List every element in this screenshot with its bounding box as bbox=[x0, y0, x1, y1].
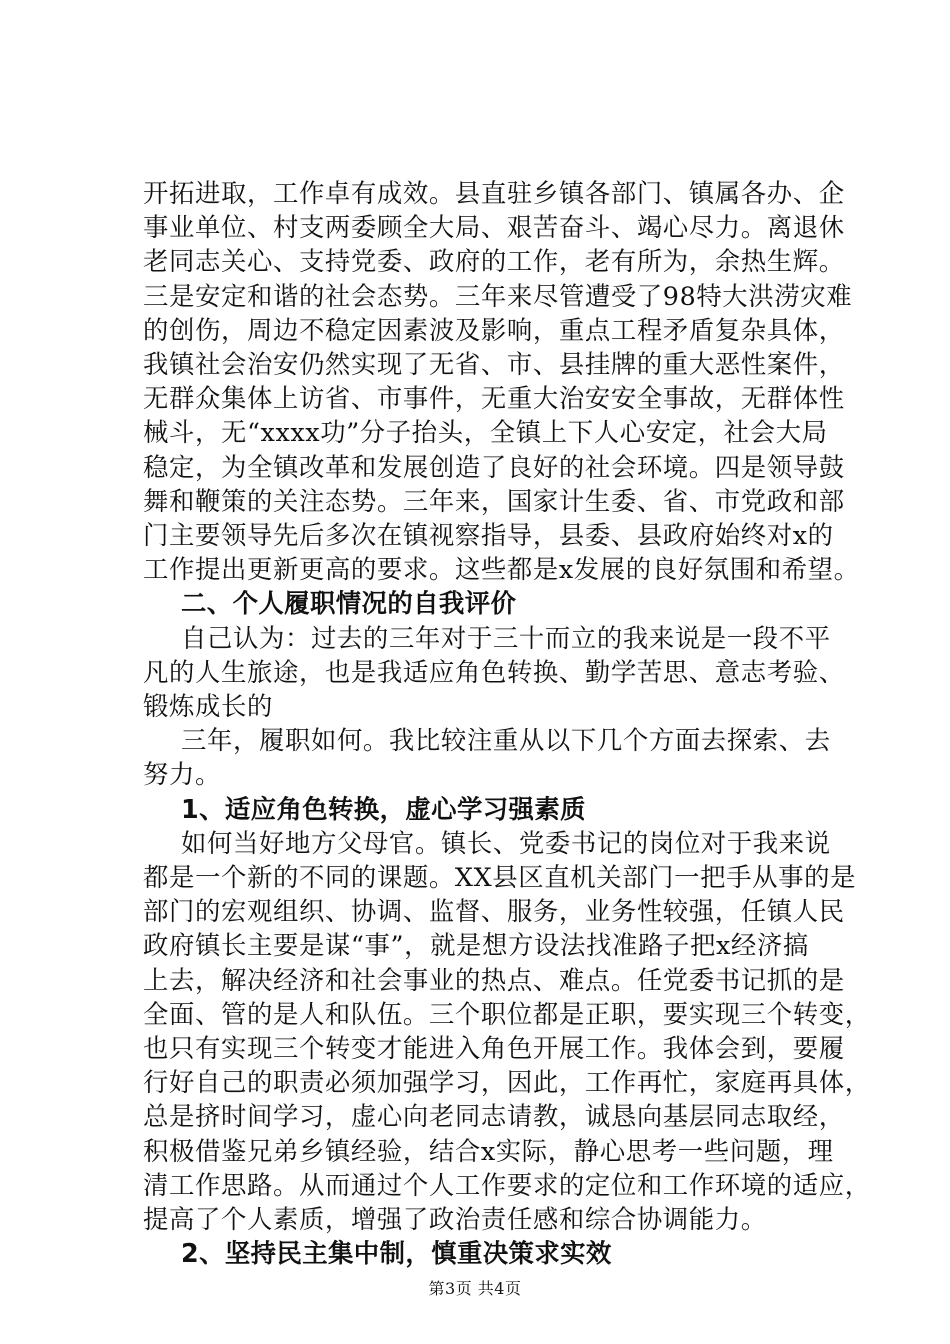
body-text-line: 舞和鞭策的关注态势。三年来，国家计生委、省、市党政和部 bbox=[143, 485, 845, 516]
body-text-line: 总是挤时间学习，虚心向老同志请教，诚恳向基层同志取经， bbox=[143, 1101, 845, 1132]
body-text-line: 积极借鉴兄弟乡镇经验，结合x实际，静心思考一些问题，理 bbox=[143, 1135, 834, 1166]
body-text-line: 上去，解决经济和社会事业的热点、难点。任党委书记抓的是 bbox=[143, 964, 845, 995]
body-text-line: 部门的宏观组织、协调、监督、服务，业务性较强，任镇人民 bbox=[143, 896, 845, 927]
body-text-line: 老同志关心、支持党委、政府的工作，老有所为，余热生辉。 bbox=[143, 246, 845, 277]
body-text-line: 开拓进取，工作卓有成效。县直驻乡镇各部门、镇属各办、企 bbox=[143, 178, 845, 208]
section-heading: 二、个人履职情况的自我评价 bbox=[181, 588, 517, 619]
body-text-line: 事业单位、村支两委顾全大局、艰苦奋斗、竭心尽力。离退休 bbox=[143, 212, 845, 243]
body-text-line: 提高了个人素质，增强了政治责任感和综合协调能力。 bbox=[143, 1204, 767, 1234]
body-text-line: 行好自己的职责必须加强学习，因此，工作再忙，家庭再具体， bbox=[143, 1067, 871, 1098]
body-text-line: 我镇社会治安仍然实现了无省、市、县挂牌的重大恶性案件， bbox=[143, 349, 845, 379]
body-text-line: 如何当好地方父母官。镇长、党委书记的岗位对于我来说 bbox=[181, 827, 831, 858]
body-text-line: 无群众集体上访省、市事件，无重大治安安全事故，无群体性 bbox=[143, 383, 845, 414]
body-text-line: 械斗，无“xxxx功”分子抬头，全镇上下人心安定，社会大局 bbox=[143, 417, 828, 448]
body-text-line: 工作提出更新更高的要求。这些都是x发展的良好氛围和希望。 bbox=[143, 554, 860, 585]
body-text-line: 全面、管的是人和队伍。三个职位都是正职，要实现三个转变， bbox=[143, 998, 871, 1029]
body-text-line: 政府镇长主要是谋“事”，就是想方设法找准路子把x经济搞 bbox=[143, 930, 809, 961]
body-text-line: 自己认为：过去的三年对于三十而立的我来说是一段不平 bbox=[181, 622, 831, 653]
body-text-line: 锻炼成长的 bbox=[143, 691, 273, 721]
body-text-line: 稳定，为全镇改革和发展创造了良好的社会环境。四是领导鼓 bbox=[143, 451, 845, 482]
body-text-line: 都是一个新的不同的课题。XX县区直机关部门一把手从事的是 bbox=[143, 862, 857, 892]
subsection-heading: 1、适应角色转换，虚心学习强素质 bbox=[181, 793, 586, 824]
body-text-line: 三年，履职如何。我比较注重从以下几个方面去探索、去 bbox=[181, 725, 831, 756]
body-text-line: 努力。 bbox=[143, 759, 221, 790]
body-text-line: 门主要领导先后多次在镇视察指导，县委、县政府始终对x的 bbox=[143, 520, 834, 550]
body-text-line: 清工作思路。从而通过个人工作要求的定位和工作环境的适应， bbox=[143, 1169, 871, 1200]
body-text-line: 也只有实现三个转变才能进入角色开展工作。我体会到，要履 bbox=[143, 1033, 845, 1063]
page-number-footer: 第3页 共4页 bbox=[428, 1279, 522, 1298]
body-text-line: 的创伤，周边不稳定因素波及影响，重点工程矛盾复杂具体， bbox=[143, 314, 845, 345]
subsection-heading: 2、坚持民主集中制，慎重决策求实效 bbox=[181, 1238, 612, 1269]
body-text-line: 三是安定和谐的社会态势。三年来尽管遭受了98特大洪涝灾难 bbox=[143, 280, 853, 311]
body-text-line: 凡的人生旅途，也是我适应角色转换、勤学苦思、意志考验、 bbox=[143, 656, 845, 687]
